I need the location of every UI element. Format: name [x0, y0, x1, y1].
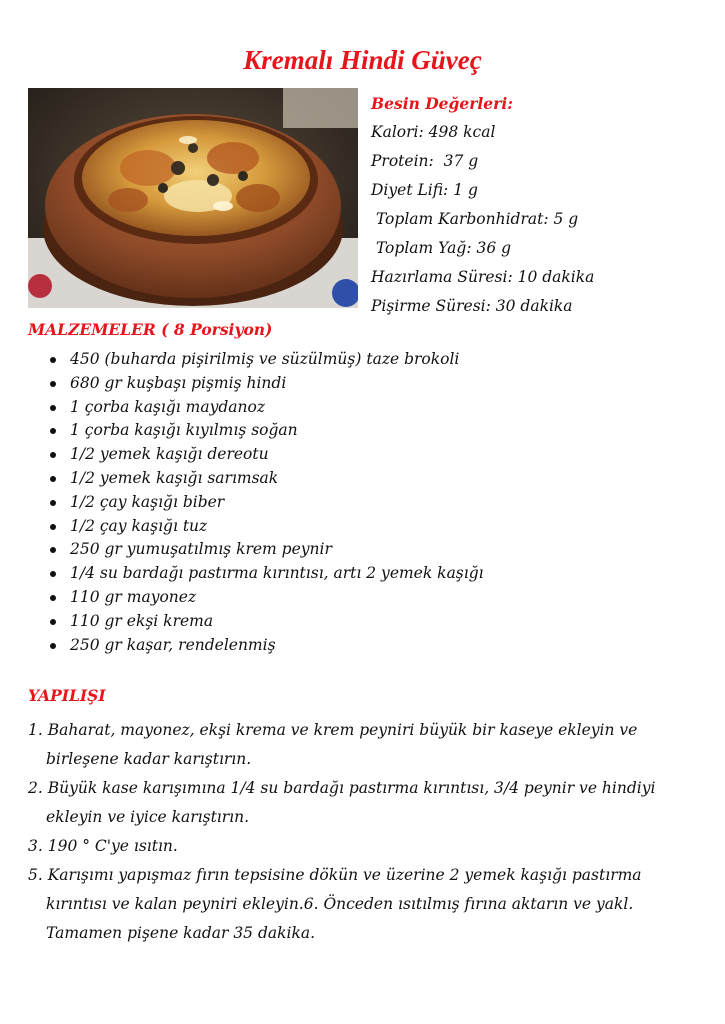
bullet-icon [50, 595, 56, 601]
ingredients-heading: MALZEMELER ( 8 Porsiyon) [28, 320, 273, 339]
direction-step: 3. 190 ° C'ye ısıtın. [28, 837, 178, 855]
direction-step: 1. Baharat, mayonez, ekşi krema ve krem peyniri büyük bir kaseye ekleyin ve birleşene kadar karıştırın. [28, 721, 638, 768]
list-item [48, 491, 484, 515]
ingredient-text: 450 (buharda pişirilmiş ve süzülmüş) taze brokoli [70, 350, 460, 368]
nutrition-fiber: Diyet Lifi: 1 g [371, 181, 478, 199]
ingredient-text: 1/2 çay kaşığı biber [70, 492, 225, 511]
bullet-icon [50, 524, 56, 530]
directions-list [28, 716, 698, 948]
casserole-illustration [28, 88, 358, 308]
list-item [48, 396, 484, 420]
direction-step: 2. Büyük kase karışımına 1/4 su bardağı pastırma kırıntısı, 3/4 peynir ve hindiyi ekleyin ve iyice karıştırın. [28, 779, 656, 826]
bullet-icon [50, 547, 56, 553]
nutrition-prep-time: Hazırlama Süresi: 10 dakika [371, 268, 595, 286]
list-item [48, 538, 484, 562]
bullet-icon [50, 428, 56, 434]
dish-photo [28, 88, 358, 308]
ingredient-text: 1/4 su bardağı pastırma kırıntısı, artı 2 yemek kaşığı [70, 564, 484, 583]
ingredient-text: 1/2 yemek kaşığı dereotu [70, 445, 269, 464]
bullet-icon [50, 643, 56, 649]
bullet-icon [50, 500, 56, 506]
bullet-icon [50, 619, 56, 625]
directions-heading: YAPILIŞI [28, 686, 106, 705]
direction-step: 5. Karışımı yapışmaz fırın tepsisine dökün ve üzerine 2 yemek kaşığı pastırma kırıntısı ve kalan peyniri ekleyin.6. Önceden ısıtılmış fırına aktarın ve yakl. Tamamen pişene kadar 35 dakika. [28, 866, 642, 942]
ingredient-text: 1 çorba kaşığı kıyılmış soğan [70, 421, 298, 440]
bullet-icon [50, 381, 56, 387]
recipe-title: Kremalı Hindi Güveç [243, 45, 482, 75]
list-item [48, 443, 484, 467]
bullet-icon [50, 452, 56, 458]
list-item [48, 634, 484, 658]
list-item [48, 562, 484, 586]
ingredient-text: 680 gr kuşbaşı pişmiş hindi [70, 373, 287, 392]
list-item [48, 372, 484, 396]
ingredient-text: 110 gr ekşi krema [70, 611, 214, 630]
nutrition-protein: Protein: 37 g [371, 152, 479, 170]
ingredients-list [48, 348, 484, 657]
list-item [48, 586, 484, 610]
list-item [48, 515, 484, 539]
nutrition-heading: Besin Değerleri: [371, 94, 513, 113]
nutrition-calories: Kalori: 498 kcal [371, 123, 496, 141]
nutrition-cook-time: Pişirme Süresi: 30 dakika [371, 297, 573, 315]
ingredient-text: 110 gr mayonez [70, 587, 197, 606]
list-item [48, 467, 484, 491]
ingredient-text: 1/2 çay kaşığı tuz [70, 516, 208, 535]
bullet-icon [50, 405, 56, 411]
nutrition-fat: Toplam Yağ: 36 g [371, 239, 512, 257]
bullet-icon [50, 357, 56, 363]
ingredient-text: 250 gr kaşar, rendelenmiş [70, 635, 276, 654]
bullet-icon [50, 571, 56, 577]
ingredient-text: 1/2 yemek kaşığı sarımsak [70, 468, 279, 487]
list-item [48, 348, 484, 372]
list-item [48, 419, 484, 443]
ingredient-text: 250 gr yumuşatılmış krem peynir [70, 540, 332, 559]
list-item [48, 610, 484, 634]
nutrition-facts [371, 89, 711, 321]
nutrition-carbs: Toplam Karbonhidrat: 5 g [371, 210, 579, 228]
ingredient-text: 1 çorba kaşığı maydanoz [70, 397, 265, 416]
bullet-icon [50, 476, 56, 482]
